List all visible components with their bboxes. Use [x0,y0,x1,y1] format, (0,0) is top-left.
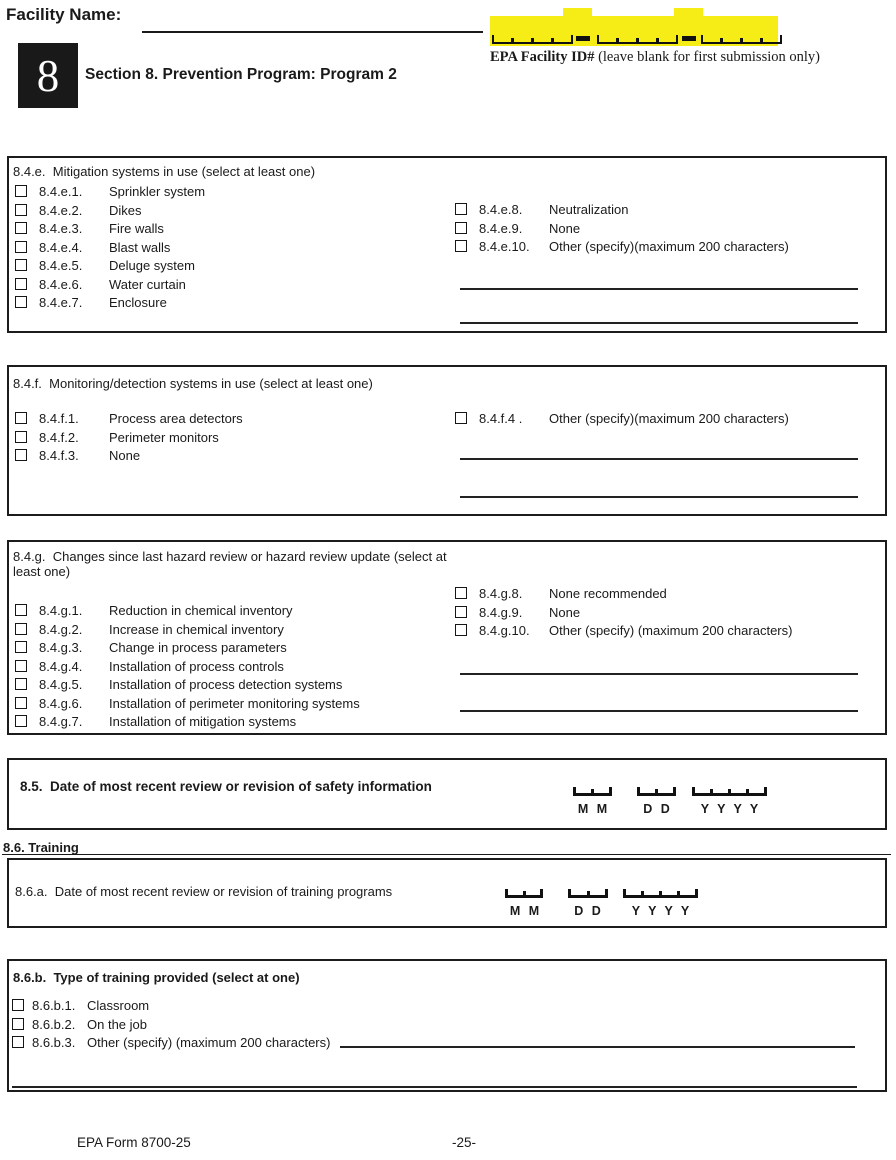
item-id: 8.4.f.3. [39,448,79,463]
group-box-8-4-g [7,540,887,735]
item-id: 8.4.g.5. [39,677,83,692]
other-specify-line[interactable] [12,1086,857,1088]
checkbox-row [455,623,792,642]
checkbox-row [15,258,205,277]
item-id: 8.4.f.1. [39,411,79,426]
section-title: Section 8. Prevention Program: Program 2 [85,66,397,83]
item-id: 8.4.g.1. [39,603,83,618]
item-id: 8.4.e.4. [39,239,83,255]
checkbox-row [15,696,360,715]
other-specify-line[interactable] [460,322,858,324]
epa-id-caption [490,49,820,66]
checkbox-list-8-6-b [12,998,857,1054]
item-label: Reduction in chemical inventory [109,603,293,618]
item-label: Other (specify) (maximum 200 characters) [87,1035,331,1050]
checkbox[interactable] [455,412,467,424]
item-label: Perimeter monitors [109,429,219,445]
item-label: Neutralization [549,202,629,217]
item-label: Other (specify) (maximum 200 characters) [549,623,793,638]
other-specify-line[interactable] [340,1035,855,1048]
checkbox-row [12,1035,857,1054]
checkbox-list-8-4-e-left [15,184,205,314]
group-box-8-6-a [7,858,887,928]
box-header-8-4-g: 8.4.g. Changes since last hazard review or hazard review update (select at least one) [13,549,451,579]
item-label: Enclosure [109,295,167,310]
checkbox[interactable] [15,241,27,253]
section-8-6-heading: 8.6. Training [3,840,79,855]
item-label: Other (specify)(maximum 200 characters) [549,239,789,254]
checkbox[interactable] [12,1018,24,1030]
checkbox-row [15,714,360,733]
label-8-6-a: 8.6.a. Date of most recent review or revision of training programs [15,884,393,899]
date-mm-label: M M [509,904,540,918]
epa-id-caption-bold: EPA Facility ID# [490,49,595,65]
other-specify-line[interactable] [460,496,858,498]
item-id: 8.4.f.2. [39,429,79,445]
epa-id-field-segment-2[interactable] [597,35,678,44]
epa-id-caption-rest: (leave blank for first submission only) [594,49,820,65]
epa-id-dash [576,36,590,41]
checkbox[interactable] [15,259,27,271]
item-label: None [549,220,581,236]
facility-name-label: Facility Name: [6,5,122,24]
checkbox-row [15,184,205,203]
checkbox[interactable] [15,185,27,197]
epa-id-highlight-bump [674,8,703,18]
item-id: 8.4.g.6. [39,695,83,711]
item-id: 8.4.e.2. [39,202,83,218]
epa-id-field-segment-3[interactable] [701,35,782,44]
item-label: Installation of process detection systems [109,677,343,692]
checkbox-list-8-4-e-right [455,202,789,258]
checkbox-row [12,1017,857,1036]
item-id: 8.4.g.2. [39,621,83,637]
checkbox-row [15,622,360,641]
date-mm-field[interactable] [505,889,543,898]
checkbox-row [15,240,205,259]
item-id: 8.4.g.9. [479,604,523,620]
checkbox-row [15,448,243,467]
checkbox-row [15,430,243,449]
checkbox[interactable] [15,715,27,727]
item-id: 8.4.e.7. [39,295,83,310]
date-dd-label: D D [643,802,670,816]
checkbox[interactable] [15,296,27,308]
date-yyyy-field[interactable] [692,787,767,796]
checkbox-row [455,221,789,240]
checkbox[interactable] [15,431,27,443]
checkbox-row [12,998,857,1017]
item-id: 8.4.e.10. [479,239,530,254]
checkbox-row [455,202,789,221]
checkbox-row [15,295,205,314]
other-specify-line[interactable] [460,458,858,460]
group-box-8-4-e [7,156,887,333]
item-id: 8.4.e.3. [39,221,83,236]
checkbox-row [15,203,205,222]
box-header-8-4-e: 8.4.e. Mitigation systems in use (select at least one) [13,164,316,179]
page-number: -25- [452,1135,477,1150]
item-label: Other (specify)(maximum 200 characters) [549,411,789,426]
checkbox-list-8-4-g-left [15,603,360,733]
item-id: 8.4.g.3. [39,640,83,655]
section-number-badge [18,43,78,108]
group-box-8-6-b [7,959,887,1092]
item-id: 8.4.e.6. [39,276,83,292]
item-label: Blast walls [109,239,171,255]
item-label: Installation of mitigation systems [109,714,297,729]
item-id: 8.6.b.3. [32,1035,76,1050]
item-label: None recommended [549,586,667,601]
date-yyyy-field[interactable] [623,889,698,898]
item-label: On the job [87,1016,147,1032]
checkbox[interactable] [455,587,467,599]
item-label: Fire walls [109,221,164,236]
item-id: 8.4.e.9. [479,220,523,236]
checkbox[interactable] [455,624,467,636]
checkbox[interactable] [12,999,24,1011]
item-id: 8.6.b.2. [32,1016,76,1032]
date-yyyy-label: Y Y Y Y [700,802,759,816]
checkbox-row [15,677,360,696]
item-label: Water curtain [109,276,186,292]
group-box-8-4-f [7,365,887,516]
checkbox-row [15,603,360,622]
checkbox-row [455,586,792,605]
checkbox-row [15,659,360,678]
checkbox[interactable] [15,204,27,216]
checkbox[interactable] [12,1036,24,1048]
section-8-6-rule [2,854,891,855]
checkbox[interactable] [15,449,27,461]
item-label: Change in process parameters [109,640,287,655]
item-id: 8.4.g.4. [39,658,83,674]
checkbox-list-8-4-g-right [455,586,792,642]
checkbox[interactable] [15,623,27,635]
checkbox-row [15,411,243,430]
checkbox-row [15,640,360,659]
item-id: 8.4.g.8. [479,586,523,601]
checkbox[interactable] [15,278,27,290]
date-mm-label: M M [577,802,608,816]
checkbox-row [15,221,205,240]
item-label: Increase in chemical inventory [109,621,284,637]
checkbox[interactable] [15,412,27,424]
date-dd-field[interactable] [568,889,608,898]
checkbox[interactable] [15,222,27,234]
date-dd-field[interactable] [637,787,676,796]
checkbox[interactable] [15,697,27,709]
checkbox[interactable] [455,240,467,252]
epa-id-field-segment-1[interactable] [492,35,573,44]
checkbox-row [455,605,792,624]
other-specify-line[interactable] [460,710,858,712]
checkbox-list-8-4-f-left [15,411,243,467]
date-yyyy-label: Y Y Y Y [631,904,690,918]
section-number: 8 [36,50,60,101]
date-mm-field[interactable] [573,787,612,796]
checkbox-row [455,411,789,430]
item-label: Installation of perimeter monitoring systems [109,695,360,711]
facility-name-input-line[interactable] [142,31,483,33]
checkbox[interactable] [455,222,467,234]
box-header-8-4-f: 8.4.f. Monitoring/detection systems in use (select at least one) [13,376,373,391]
item-label: Dikes [109,202,142,218]
checkbox-row [455,239,789,258]
label-8-5: 8.5. Date of most recent review or revision of safety information [20,779,432,794]
other-specify-line[interactable] [460,288,858,290]
item-id: 8.4.g.7. [39,714,83,729]
epa-id-dash [682,36,696,41]
item-label: Installation of process controls [109,658,284,674]
checkbox[interactable] [15,641,27,653]
item-label: Process area detectors [109,411,243,426]
checkbox[interactable] [15,678,27,690]
box-header-8-6-b: 8.6.b. Type of training provided (select at one) [13,970,300,985]
form-number: EPA Form 8700-25 [77,1135,191,1150]
item-id: 8.4.e.8. [479,202,523,217]
item-label: Classroom [87,998,150,1013]
item-label: None [549,604,581,620]
checkbox[interactable] [455,606,467,618]
checkbox[interactable] [455,203,467,215]
item-id: 8.4.g.10. [479,623,530,638]
checkbox-row [15,277,205,296]
group-box-8-5 [7,758,887,830]
other-specify-line[interactable] [460,673,858,675]
item-id: 8.4.f.4 . [479,411,523,426]
checkbox[interactable] [15,604,27,616]
item-label: Sprinkler system [109,184,206,199]
checkbox-list-8-4-f-right [455,411,789,430]
epa-id-highlight-bump [563,8,592,18]
checkbox[interactable] [15,660,27,672]
item-id: 8.4.e.5. [39,258,83,273]
item-label: None [109,448,141,463]
date-dd-label: D D [574,904,601,918]
item-id: 8.4.e.1. [39,184,83,199]
item-id: 8.6.b.1. [32,998,76,1013]
item-label: Deluge system [109,258,195,273]
